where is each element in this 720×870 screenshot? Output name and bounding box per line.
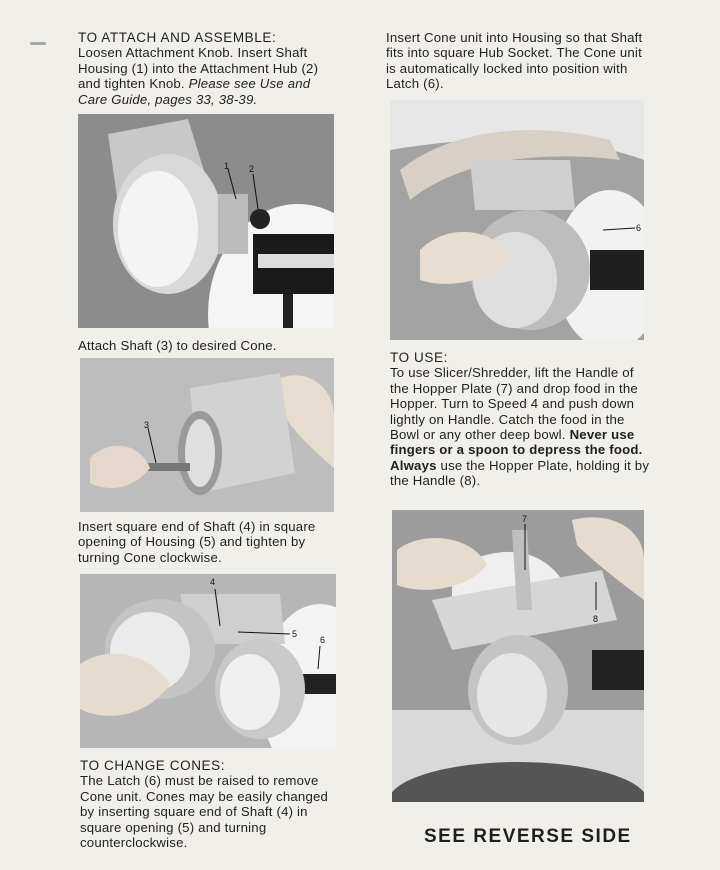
callout-3: 3 [144, 420, 150, 430]
callout-6: 6 [636, 223, 642, 233]
callout-1: 1 [224, 161, 230, 171]
photo-insert-cone-graphic [390, 100, 644, 340]
photo-attach-housing-graphic [78, 114, 334, 328]
see-reverse-side: SEE REVERSE SIDE [424, 826, 632, 847]
callout-4: 4 [210, 577, 216, 587]
insert-cone-section [386, 30, 646, 92]
attach-shaft-caption: Attach Shaft (3) to desired Cone. [78, 338, 277, 353]
callout-2: 2 [249, 164, 255, 174]
change-section [80, 758, 342, 850]
attach-shaft-caption-wrap [78, 338, 334, 353]
use-body-2: use the Hopper Plate, holding it by the Handle (8). [390, 457, 650, 489]
use-warning: Never use fingers or a spoon to depress the food. Always [390, 427, 643, 473]
use-body: To use Slicer/Shredder, lift the Handle of the Hopper Plate (7) and drop food in the Hopper. Turn to Speed 4 and push down lightly on Handle. Catch the food in the Bowl or any other deep bowl. [390, 365, 638, 443]
change-body: The Latch (6) must be raised to remove Cone unit. Cones may be easily changed by inserting square end of Shaft (4) in square opening (5) and turning counterclockwise. [80, 773, 329, 851]
attach-body: Loosen Attachment Knob. Insert Shaft Housing (1) into the Attachment Hub (2) and tighten Knob. [78, 45, 319, 92]
callout-7: 7 [522, 514, 528, 524]
photo-change-cones-graphic [80, 574, 336, 748]
photo-attach-housing [78, 114, 334, 328]
callout-5: 5 [292, 629, 298, 639]
photo-change-cones [80, 574, 336, 748]
scan-smudge [30, 42, 46, 45]
use-heading: TO USE: [390, 350, 448, 365]
callout-6b: 6 [320, 635, 326, 645]
photo-hopper-use-graphic [392, 510, 644, 802]
callout-8: 8 [593, 614, 599, 624]
attach-section [78, 30, 340, 107]
change-heading: TO CHANGE CONES: [80, 758, 226, 773]
attach-reference: Please see Use and Care Guide, pages 33, 38-39. [78, 76, 311, 107]
photo-hopper-use [392, 510, 644, 802]
insert-cone-body: Insert Cone unit into Housing so that Shaft fits into square Hub Socket. The Cone unit is automatically locked into position with Latch (6). [386, 30, 643, 92]
insert-shaft-caption: Insert square end of Shaft (4) in square opening of Housing (5) and tighten by turning Cone clockwise. [78, 519, 316, 565]
photo-insert-cone [390, 100, 644, 340]
use-section [390, 350, 652, 489]
insert-shaft-caption-wrap [78, 519, 334, 565]
photo-attach-shaft [80, 358, 334, 512]
attach-heading: TO ATTACH AND ASSEMBLE: [78, 30, 277, 45]
photo-attach-shaft-graphic [80, 358, 334, 512]
